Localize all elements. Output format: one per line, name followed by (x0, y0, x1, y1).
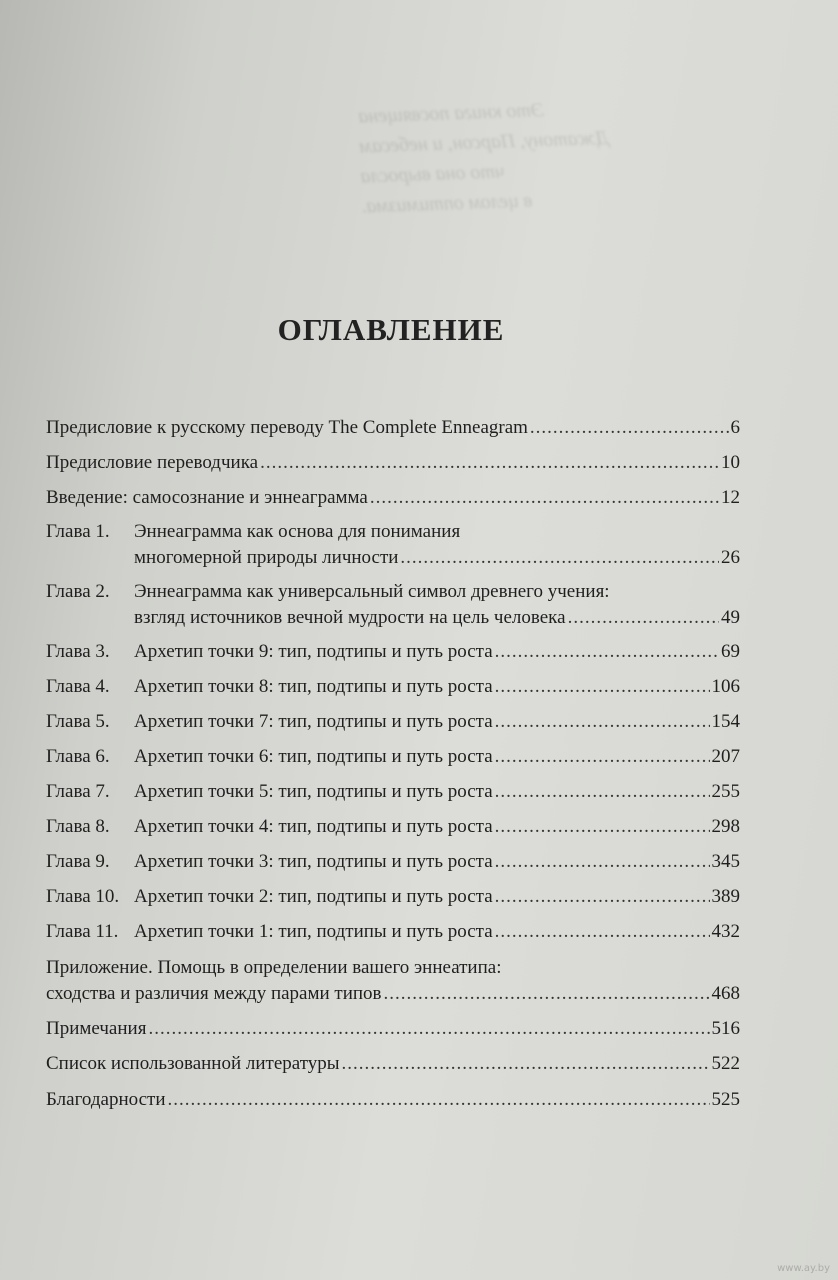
bleed-line: Это книга посвящена (357, 99, 545, 128)
entry-last-line (46, 1016, 740, 1042)
toc-entry (46, 849, 740, 875)
toc-entry (46, 919, 740, 945)
entry-last-line (134, 884, 740, 910)
entry-title-line: Архетип точки 1: тип, подтипы и путь роста (134, 921, 493, 942)
page-number: 207 (711, 746, 740, 767)
bleed-through-text (358, 88, 742, 231)
toc-entry (46, 415, 740, 441)
entry-title-line: Примечания (46, 1018, 147, 1039)
page-number: 49 (721, 607, 740, 628)
entry-last-line (46, 1087, 740, 1113)
entry-last-line (134, 744, 740, 770)
page-number: 12 (721, 487, 740, 508)
page-number: 516 (711, 1018, 740, 1039)
dot-leader (568, 605, 719, 631)
chapter-label: Глава 6. (46, 746, 110, 767)
dot-leader (260, 450, 719, 476)
entry-text (46, 1051, 740, 1077)
page-number: 468 (711, 983, 740, 1004)
page-title: ОГЛАВЛЕНИЕ (277, 312, 505, 347)
bleed-line: что она выросла (360, 160, 505, 188)
page-number: 298 (711, 816, 740, 837)
entry-last-line (134, 545, 740, 571)
toc-entry (46, 1051, 740, 1077)
toc-entry (46, 884, 740, 910)
entry-last-line (134, 779, 740, 805)
page-number: 345 (711, 851, 740, 872)
table-of-contents (46, 406, 740, 1113)
entry-title-line: Эннеаграмма как универсальный символ древнего учения: (134, 581, 610, 602)
entry-title-line: Архетип точки 3: тип, подтипы и путь роста (134, 851, 493, 872)
page-number: 10 (721, 452, 740, 473)
entry-title-line: многомерной природы личности (134, 547, 399, 568)
toc-entry (46, 779, 740, 805)
dot-leader (495, 814, 710, 840)
entry-title-line: взгляд источников вечной мудрости на цель человека (134, 607, 566, 628)
entry-title-line: Предисловие переводчика (46, 452, 259, 473)
entry-text (134, 744, 740, 770)
toc-entry (46, 744, 740, 770)
chapter-label: Глава 4. (46, 676, 110, 697)
toc-entry (46, 955, 740, 1007)
entry-title-line: сходства и различия между парами типов (46, 983, 382, 1004)
chapter-label: Глава 2. (46, 581, 110, 602)
entry-text (134, 639, 740, 665)
entry-last-line (134, 605, 740, 631)
entry-title-line: Архетип точки 5: тип, подтипы и путь роста (134, 781, 493, 802)
page-number: 522 (711, 1053, 740, 1074)
entry-title-line: Архетип точки 8: тип, подтипы и путь роста (134, 676, 493, 697)
entry-title-line: Эннеаграмма как основа для понимания (134, 521, 461, 542)
entry-last-line (46, 981, 740, 1007)
dot-leader (495, 639, 719, 665)
dot-leader (495, 674, 710, 700)
entry-last-line (46, 415, 740, 441)
page-number: 154 (711, 711, 740, 732)
dot-leader (495, 709, 710, 735)
entry-text (134, 919, 740, 945)
entry-title-line: Благодарности (46, 1089, 166, 1110)
page-number: 26 (721, 547, 740, 568)
watermark: www.ay.by (777, 1263, 830, 1274)
chapter-label: Глава 1. (46, 521, 110, 542)
toc-entry (46, 450, 740, 476)
entry-last-line (46, 450, 740, 476)
toc-entry (46, 519, 740, 571)
chapter-label: Глава 5. (46, 711, 110, 732)
dot-leader (495, 779, 710, 805)
entry-title-line: Архетип точки 4: тип, подтипы и путь роста (134, 816, 493, 837)
page-number: 6 (730, 417, 740, 438)
entry-title-line: Предисловие к русскому переводу The Complete Enneagram (46, 417, 528, 438)
entry-text (46, 1016, 740, 1042)
entry-last-line (134, 849, 740, 875)
entry-title-line: Список использованной литературы (46, 1053, 340, 1074)
toc-entry (46, 674, 740, 700)
dot-leader (530, 415, 729, 441)
entry-text (134, 674, 740, 700)
chapter-label: Глава 10. (46, 886, 120, 907)
bleed-line: Джатону, Парсон, и небесам (359, 126, 610, 158)
chapter-label: Глава 9. (46, 851, 110, 872)
entry-title-line: Введение: самосознание и эннеаграмма (46, 487, 368, 508)
page-number: 389 (711, 886, 740, 907)
entry-text (46, 450, 740, 476)
entry-text (46, 485, 740, 511)
entry-text (134, 779, 740, 805)
dot-leader (495, 849, 710, 875)
entry-text (134, 849, 740, 875)
chapter-label: Глава 8. (46, 816, 110, 837)
dot-leader (342, 1051, 710, 1077)
entry-last-line (134, 919, 740, 945)
entry-last-line (134, 639, 740, 665)
chapter-label: Глава 11. (46, 921, 119, 942)
toc-entry (46, 1016, 740, 1042)
entry-title-line: Архетип точки 6: тип, подтипы и путь роста (134, 746, 493, 767)
page-number: 255 (711, 781, 740, 802)
toc-entry (46, 709, 740, 735)
entry-title-line: Архетип точки 7: тип, подтипы и путь роста (134, 711, 493, 732)
dot-leader (400, 545, 719, 571)
bleed-line: в целом оптимизма. (361, 189, 533, 218)
page-number: 69 (721, 641, 740, 662)
chapter-label: Глава 7. (46, 781, 110, 802)
page-number: 525 (711, 1089, 740, 1110)
entry-last-line (134, 674, 740, 700)
dot-leader (148, 1016, 709, 1042)
entry-text (134, 814, 740, 840)
entry-last-line (134, 709, 740, 735)
dot-leader (495, 744, 710, 770)
toc-entry (46, 814, 740, 840)
entry-text (134, 519, 740, 571)
page-number: 432 (711, 921, 740, 942)
toc-entry (46, 639, 740, 665)
entry-title-line: Архетип точки 2: тип, подтипы и путь роста (134, 886, 493, 907)
dot-leader (384, 981, 710, 1007)
dot-leader (168, 1087, 710, 1113)
entry-last-line (46, 485, 740, 511)
dot-leader (370, 485, 719, 511)
entry-title-line: Архетип точки 9: тип, подтипы и путь роста (134, 641, 493, 662)
chapter-label: Глава 3. (46, 641, 110, 662)
toc-entry (46, 1087, 740, 1113)
entry-title-line: Приложение. Помощь в определении вашего эннеатипа: (46, 957, 502, 978)
entry-last-line (134, 814, 740, 840)
dot-leader (495, 884, 710, 910)
entry-last-line (46, 1051, 740, 1077)
entry-text (46, 415, 740, 441)
entry-text (134, 709, 740, 735)
entry-text (46, 955, 740, 1007)
page-number: 106 (711, 676, 740, 697)
entry-text (46, 1087, 740, 1113)
toc-entry (46, 485, 740, 511)
entry-text (134, 884, 740, 910)
dot-leader (495, 919, 710, 945)
entry-text (134, 579, 740, 631)
toc-entry (46, 579, 740, 631)
